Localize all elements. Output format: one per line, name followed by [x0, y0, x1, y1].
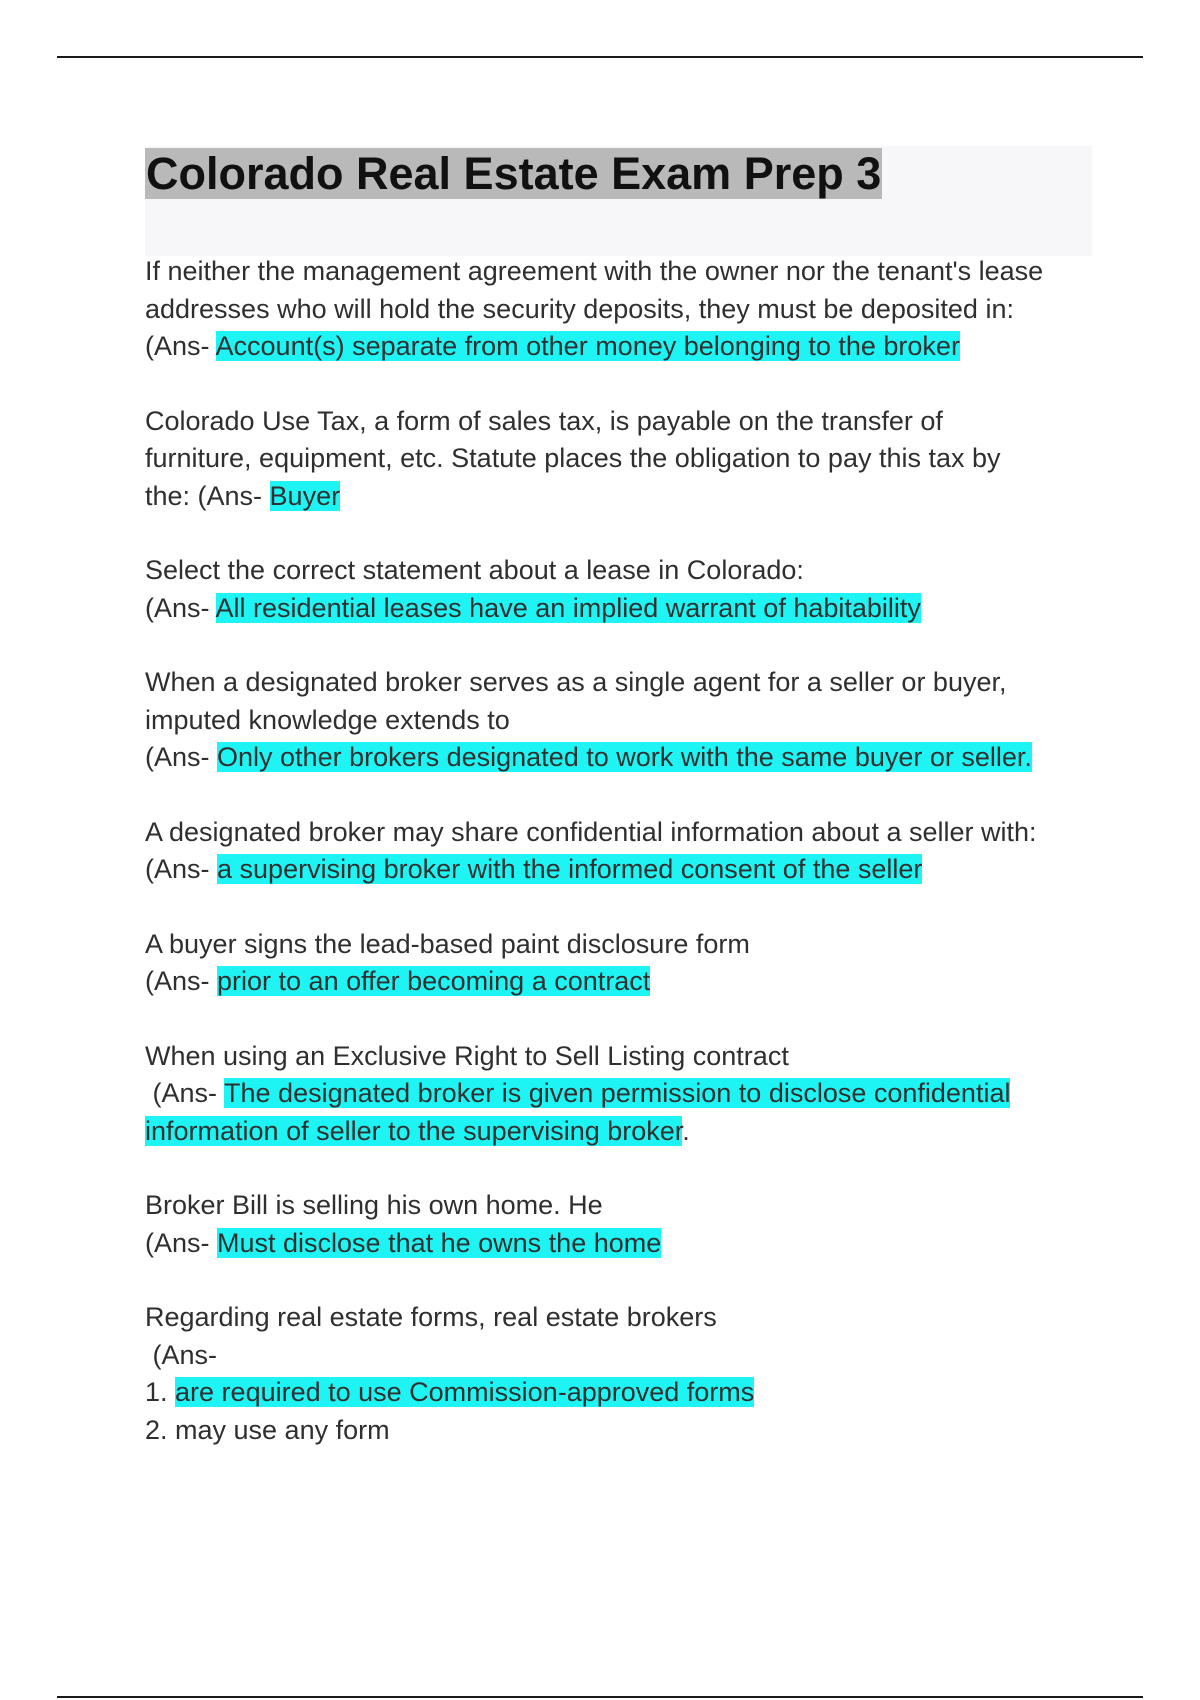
answer-line	[145, 590, 1105, 628]
qa-item-1	[145, 253, 1105, 366]
answer-label: (Ans-	[145, 854, 218, 884]
qa-item-8	[145, 1187, 1105, 1262]
answer-highlight: prior to an offer becoming a contract	[217, 966, 651, 996]
question-with-answer-label: the: (Ans-	[145, 480, 270, 511]
qa-item-9	[145, 1299, 1105, 1449]
answer-highlight: information of seller to the supervising broker	[145, 1115, 683, 1146]
question-line: When using an Exclusive Right to Sell Listing contract	[145, 1040, 789, 1071]
question-line: Colorado Use Tax, a form of sales tax, is payable on the transfer of	[145, 405, 943, 436]
question-line: A designated broker may share confidential information about a seller with:	[145, 816, 1037, 847]
answer-line	[145, 739, 1105, 777]
answer-label: (Ans-	[145, 592, 216, 623]
answer-label: (Ans-	[145, 1078, 225, 1108]
answer-option-2: 2. may use any form	[145, 1414, 390, 1445]
question-line: imputed knowledge extends to	[145, 704, 510, 735]
answer-highlight: All residential leases have an implied warrant of habitability	[215, 592, 921, 623]
answer-highlight: The designated broker is given permission to disclose confidential	[224, 1078, 1011, 1108]
answer-highlight: Account(s) separate from other money belonging to the broker	[215, 331, 960, 361]
question-line: furniture, equipment, etc. Statute places the obligation to pay this tax by	[145, 443, 1001, 473]
document-title-text: Colorado Real Estate Exam Prep 3	[146, 148, 882, 199]
answer-label: (Ans-	[145, 331, 216, 361]
option-number: 1.	[145, 1377, 176, 1407]
answer-highlight: Buyer	[269, 480, 341, 511]
qa-item-4	[145, 664, 1105, 777]
qa-item-2	[145, 403, 1105, 516]
qa-item-6	[145, 926, 1105, 1001]
answer-label: (Ans-	[145, 1227, 218, 1258]
question-line: Select the correct statement about a lease in Colorado:	[145, 555, 804, 585]
qa-item-7	[145, 1038, 1105, 1151]
qa-item-5	[145, 814, 1105, 889]
document-title	[145, 146, 882, 202]
answer-line	[145, 1113, 1105, 1151]
question-line: A buyer signs the lead-based paint disclosure form	[145, 928, 750, 959]
question-line: If neither the management agreement with the owner nor the tenant's lease	[145, 256, 1044, 286]
answer-highlight: are required to use Commission-approved forms	[175, 1377, 755, 1407]
answer-line	[145, 1225, 1105, 1263]
question-line: addresses who will hold the security deposits, they must be deposited in:	[145, 293, 1014, 324]
answer-option-1	[145, 1374, 1105, 1412]
document-body	[145, 253, 1105, 1486]
answer-line	[145, 963, 1105, 1001]
answer-label: (Ans-	[145, 966, 218, 996]
question-line: Broker Bill is selling his own home. He	[145, 1190, 603, 1220]
answer-highlight: Only other brokers designated to work with the same buyer or seller.	[217, 742, 1032, 772]
answer-line	[145, 328, 1105, 366]
footer-rule	[57, 1696, 1143, 1698]
answer-highlight: Must disclose that he owns the home	[217, 1227, 662, 1258]
question-line: Regarding real estate forms, real estate brokers	[145, 1302, 717, 1332]
answer-line	[145, 478, 1105, 516]
header-rule	[57, 56, 1143, 58]
answer-line	[145, 1075, 1105, 1113]
answer-label: (Ans-	[145, 1339, 218, 1370]
answer-highlight: a supervising broker with the informed consent of the seller	[217, 854, 923, 884]
answer-label: (Ans-	[145, 742, 218, 772]
qa-item-3	[145, 552, 1105, 627]
answer-line	[145, 851, 1105, 889]
question-line: When a designated broker serves as a single agent for a seller or buyer,	[145, 667, 1007, 697]
answer-tail: .	[682, 1115, 690, 1146]
